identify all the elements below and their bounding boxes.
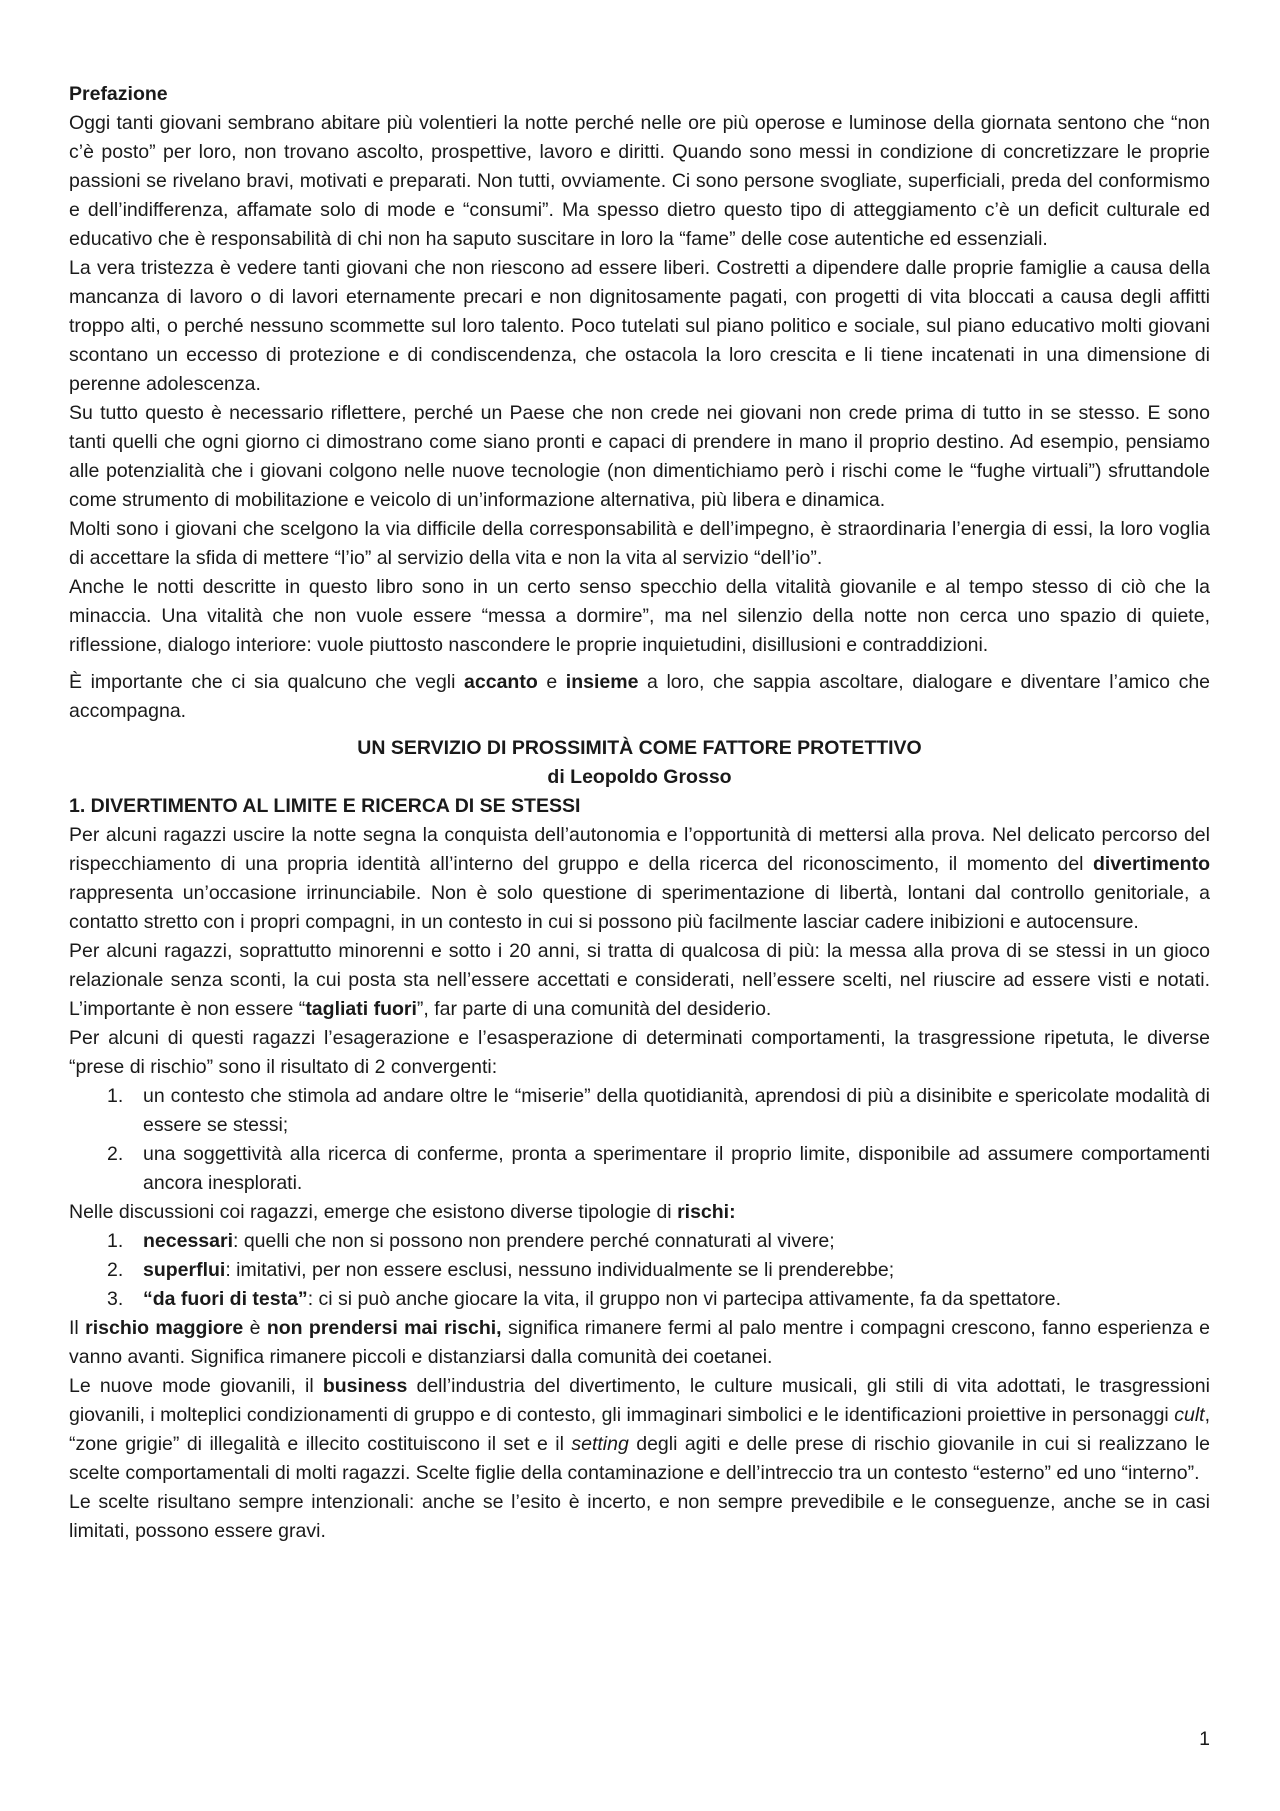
chapter-title: UN SERVIZIO DI PROSSIMITÀ COME FATTORE PROTETTIVO bbox=[357, 737, 922, 759]
preface-paragraph: Molti sono i giovani che scelgono la via difficile della corresponsabilità e dell’impegno, è straordinaria l’energia di essi, la loro voglia di accettare la sfida di mettere “l’io” al servizio della vita e non la vita al servizio “dell’io”. bbox=[69, 518, 1210, 569]
list-item: 3. “da fuori di testa”: ci si può anche giocare la vita, il gruppo non vi partecipa attivamente, fa da spettatore. bbox=[107, 1288, 1062, 1310]
section-paragraph: Per alcuni ragazzi uscire la notte segna la conquista dell’autonomia e l’opportunità di mettersi alla prova. Nel delicato percorso del rispecchiamento di una propria identità all’interno del gruppo e della ricerca del riconoscimento, il momento del divertimento rappresenta un’occasione irrinunciabile. Non è solo questione di sperimentazione di libertà, lontani dal controllo genitoriale, a contatto stretto con i propri compagni, in un contesto in cui si possono più facilmente lasciar cadere inibizioni e autocensure. bbox=[69, 824, 1210, 933]
chapter-author: di Leopoldo Grosso bbox=[547, 766, 732, 788]
preface-paragraph: Su tutto questo è necessario riflettere, perché un Paese che non crede nei giovani non crede prima di tutto in se stesso. E sono tanti quelli che ogni giorno ci dimostrano come siano pronti e capaci di prendere in mano il proprio destino. Ad esempio, pensiamo alle potenzialità che i giovani colgono nelle nuove tecnologie (non dimentichiamo però i rischi come le “fughe virtuali”) sfruttandole come strumento di mobilitazione e veicolo di un’informazione alternativa, più libera e dinamica. bbox=[69, 402, 1210, 511]
list-item: 1. necessari: quelli che non si possono non prendere perché connaturati al vivere; bbox=[107, 1230, 835, 1252]
section-paragraph: Per alcuni ragazzi, soprattutto minorenni e sotto i 20 anni, si tratta di qualcosa di più: la messa alla prova di se stessi in un gioco relazionale senza sconti, la cui posta sta nell’essere accettati e considerati, nell’essere scelti, nel riuscire ad essere visti e notati. L’importante è non essere “tagliati fuori”, far parte di una comunità del desiderio. bbox=[69, 940, 1210, 1020]
preface-title: Prefazione bbox=[69, 83, 168, 105]
section-heading: 1. DIVERTIMENTO AL LIMITE E RICERCA DI SE STESSI bbox=[69, 795, 581, 817]
risk-types-list bbox=[69, 1227, 1210, 1314]
list-item: 2. superflui: imitativi, per non essere esclusi, nessuno individualmente se li prenderebbe; bbox=[107, 1259, 895, 1281]
page-number: 1 bbox=[1199, 1728, 1210, 1750]
preface-paragraph: Anche le notti descritte in questo libro sono in un certo senso specchio della vitalità giovanile e al tempo stesso di ciò che la minaccia. Una vitalità che non vuole essere “messa a dormire”, ma nel silenzio della notte non cerca uno spazio di quiete, riflessione, dialogo interiore: vuole piuttosto nascondere le proprie inquietudini, disillusioni e contraddizioni. bbox=[69, 576, 1210, 656]
section-paragraph: Nelle discussioni coi ragazzi, emerge che esistono diverse tipologie di rischi: bbox=[69, 1201, 736, 1223]
preface-paragraph: La vera tristezza è vedere tanti giovani che non riescono ad essere liberi. Costretti a dipendere dalle proprie famiglie a causa della mancanza di lavoro o di lavori eternamente precari e non dignitosamente pagati, con progetti di vita bloccati a causa degli affitti troppo alti, o perché nessuno scommette sul loro talento. Poco tutelati sul piano politico e sociale, sul piano educativo molti giovani scontano un eccesso di protezione e di condiscendenza, che ostacola la loro crescita e li tiene incatenati in una dimensione di perenne adolescenza. bbox=[69, 257, 1210, 395]
section-paragraph: Il rischio maggiore è non prendersi mai rischi, significa rimanere fermi al palo mentre i compagni crescono, fanno esperienza e vanno avanti. Significa rimanere piccoli e distanziarsi dalla comunità dei coetanei. bbox=[69, 1317, 1210, 1368]
convergent-factors-list bbox=[69, 1082, 1210, 1198]
list-item: 2. una soggettività alla ricerca di conferme, pronta a sperimentare il proprio limite, disponibile ad assumere comportamenti ancora inesplorati. bbox=[107, 1143, 1210, 1194]
list-item: 1. un contesto che stimola ad andare oltre le “miserie” della quotidianità, aprendosi di più a disinibite e spericolate modalità di essere se stessi; bbox=[107, 1085, 1210, 1136]
section-paragraph: Per alcuni di questi ragazzi l’esagerazione e l’esasperazione di determinati comportamenti, la trasgressione ripetuta, le diverse “prese di rischio” sono il risultato di 2 convergenti: bbox=[69, 1027, 1210, 1078]
section-paragraph: Le nuove mode giovanili, il business dell’industria del divertimento, le culture musicali, gli stili di vita adottati, le trasgressioni giovanili, i molteplici condizionamenti di gruppo e di contesto, gli immaginari simbolici e le identificazioni proiettive in personaggi cult, “zone grigie” di illegalità e illecito costituiscono il set e il setting degli agiti e delle prese di rischio giovanile in cui si realizzano le scelte comportamentali di molti ragazzi. Scelte figlie della contaminazione e dell’intreccio tra un contesto “esterno” ed uno “interno”. bbox=[69, 1375, 1210, 1484]
section-paragraph: Le scelte risultano sempre intenzionali: anche se l’esito è incerto, e non sempre prevedibile e le conseguenze, anche se in casi limitati, possono essere gravi. bbox=[69, 1491, 1210, 1542]
preface-paragraph: Oggi tanti giovani sembrano abitare più volentieri la notte perché nelle ore più operose e luminose della giornata sentono che “non c’è posto” per loro, non trovano ascolto, prospettive, lavoro e diritti. Quando sono messi in condizione di concretizzare le proprie passioni se rivelano bravi, motivati e preparati. Non tutti, ovviamente. Ci sono persone svogliate, superficiali, preda del conformismo e dell’indifferenza, affamate solo di mode e “consumi”. Ma spesso dietro questo tipo di atteggiamento c’è un deficit culturale ed educativo che è responsabilità di chi non ha saputo suscitare in loro la “fame” delle cose autentiche ed essenziali. bbox=[69, 112, 1210, 250]
preface-closing-paragraph: È importante che ci sia qualcuno che vegli accanto e insieme a loro, che sappia ascoltare, dialogare e diventare l’amico che accompagna. bbox=[69, 671, 1211, 722]
